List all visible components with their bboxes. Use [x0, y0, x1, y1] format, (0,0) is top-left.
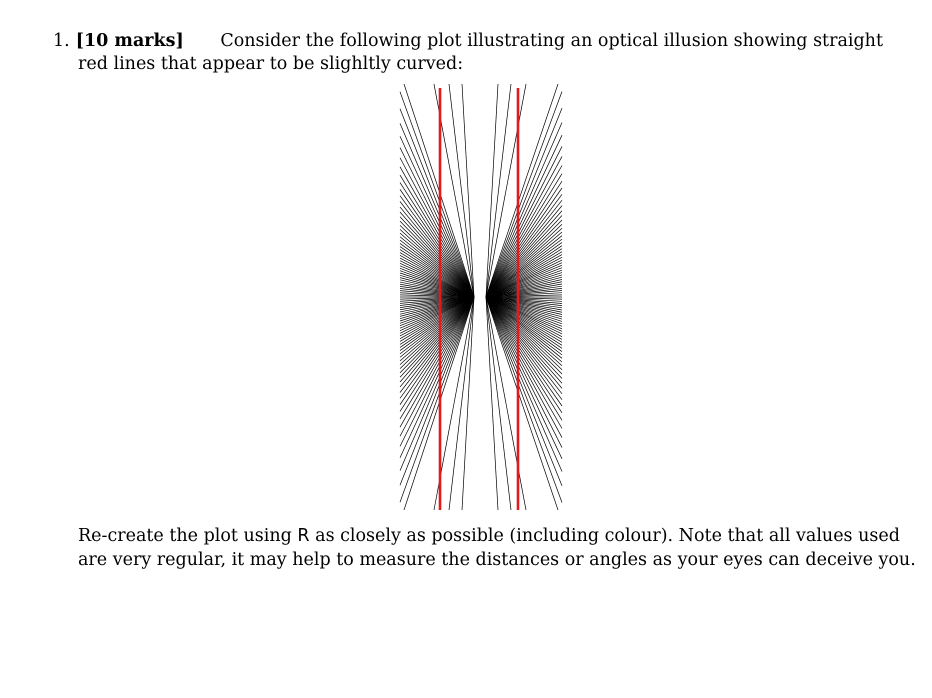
left-ray: [400, 123, 474, 297]
right-ray: [486, 84, 562, 297]
right-ray: [486, 297, 562, 510]
right-ray: [486, 188, 562, 297]
hering-illusion-figure: [396, 84, 566, 510]
instructions-line-2: are very regular, it may help to measure the distances or angles as your eyes can deceive you.: [78, 550, 916, 570]
question-header: [53, 30, 184, 53]
question-number: 1.: [53, 31, 70, 51]
ray-group: [400, 84, 562, 510]
language-name: R: [297, 526, 310, 546]
question-text-line-2: red lines that appear to be slighltly curved:: [78, 54, 464, 74]
instructions-text-pre: Re-create the plot using: [78, 526, 298, 546]
instructions-text-post: as closely as possible (including colour). Note that all values used: [309, 526, 900, 546]
question-line-1: [53, 30, 883, 53]
instructions-block: [78, 524, 916, 572]
right-ray: [486, 297, 562, 406]
question-text-line-1: Consider the following plot illustrating an optical illusion showing straight: [220, 31, 883, 51]
instructions-line-1: [78, 524, 900, 548]
question-block: [53, 30, 883, 76]
left-ray: [400, 297, 474, 471]
illusion-plot: [396, 84, 566, 510]
question-marks: [10 marks]: [75, 31, 184, 51]
